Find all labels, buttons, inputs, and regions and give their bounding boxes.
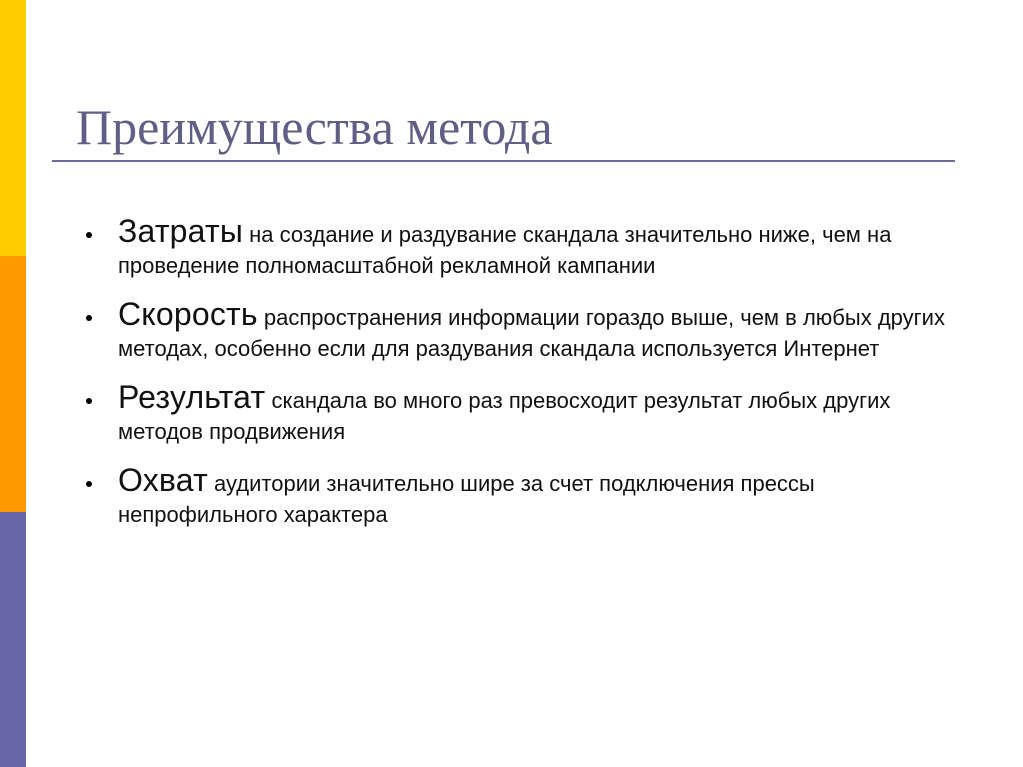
title-underline — [52, 160, 955, 162]
bullet-term: Затраты — [118, 213, 244, 249]
bullet-text: скандала во много раз превосходит результат любых других методов продвижения — [118, 388, 891, 444]
side-bar-purple — [0, 512, 26, 767]
side-bar-orange — [0, 256, 26, 512]
bullet-text: на создание и раздувание скандала значительно ниже, чем на проведение полномасштабной рекламной кампании — [118, 222, 892, 278]
bullet-term: Результат — [118, 379, 266, 415]
slide-title: Преимущества метода — [76, 99, 553, 155]
bullet-text: распространения информации гораздо выше, чем в любых других методах, особенно если для раздувания скандала используется Интернет — [118, 305, 945, 361]
bullet-term: Скорость — [118, 296, 258, 332]
bullet-dot-icon — [86, 481, 92, 487]
bullet-item-speed — [86, 296, 956, 364]
bullet-dot-icon — [86, 232, 92, 238]
bullet-text: аудитории значительно шире за счет подключения прессы непрофильного характера — [118, 471, 815, 527]
bullet-dot-icon — [86, 315, 92, 321]
bullet-dot-icon — [86, 398, 92, 404]
bullet-item-result — [86, 379, 956, 447]
bullet-term: Охват — [118, 462, 208, 498]
bullet-item-reach — [86, 462, 956, 530]
side-bar-yellow — [0, 0, 26, 256]
bullet-list — [86, 213, 956, 548]
bullet-item-cost — [86, 213, 956, 281]
